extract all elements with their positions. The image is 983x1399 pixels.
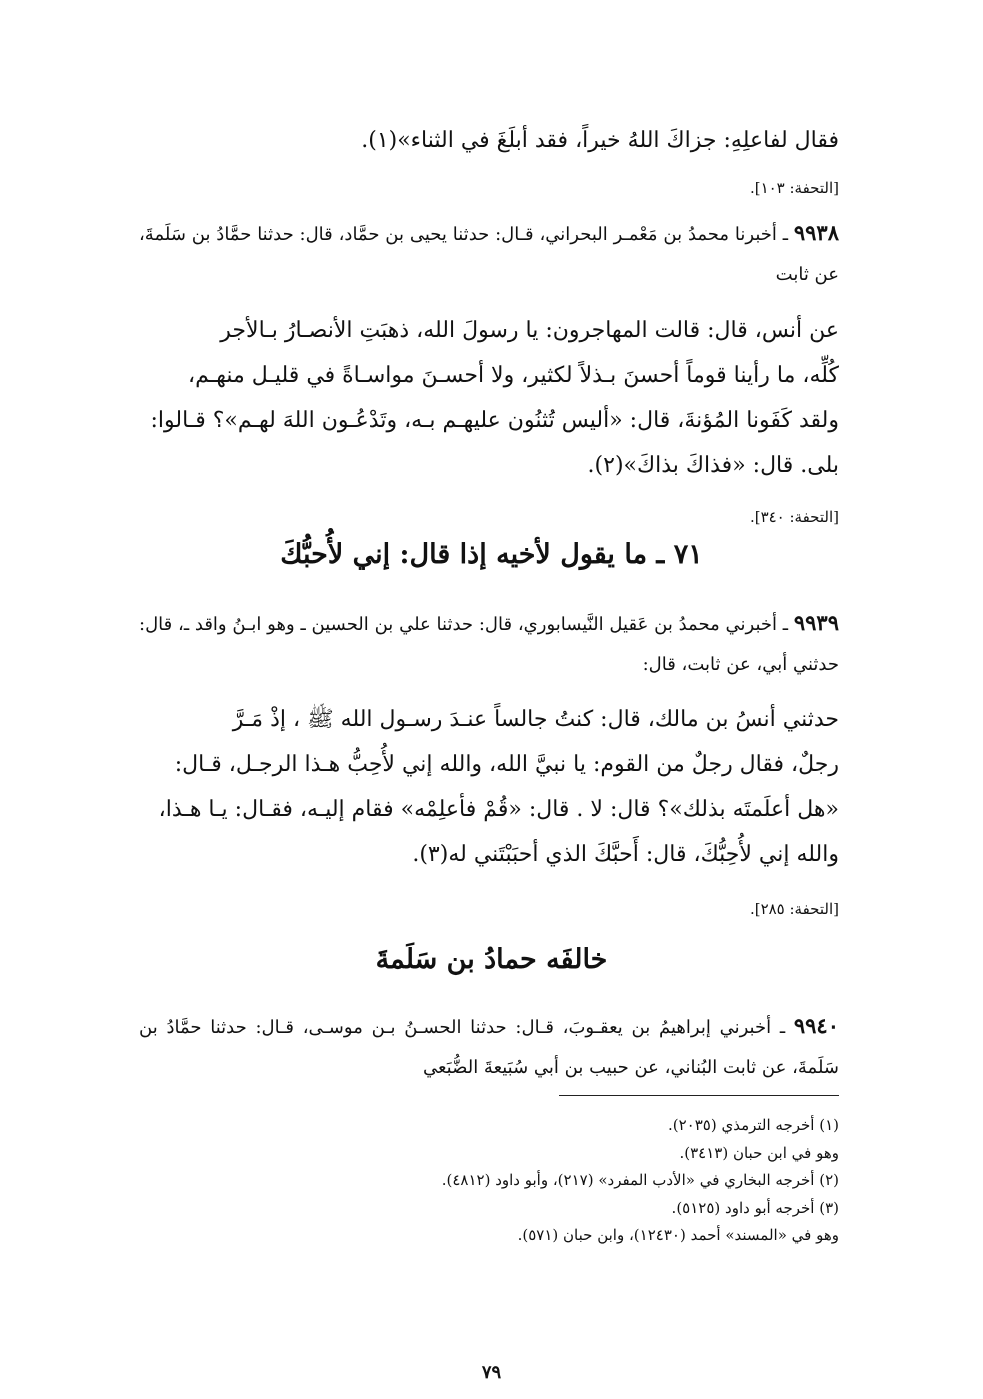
sub-heading: خالفَه حمادُ بن سَلَمةَ <box>375 944 608 975</box>
chapter-heading: ٧١ ـ ما يقول لأخيه إذا قال: إني لأُحبُّكَ <box>280 539 703 570</box>
isnad-9939 <box>139 603 839 685</box>
text-line: ولقد كَفَونا المُؤنةَ، قال: «أليس تُثنُون عليهـم بـه، وتَدْعُـون اللهَ لهـم»؟ قـالوا: <box>150 408 839 433</box>
tuhfa-reference: [التحفة: ٢٨٥]. <box>749 900 839 918</box>
isnad-text: ـ أخبرني إبراهيمُ بن يعقـوبَ، قـال: حدثنا الحسـنُ بـن موسـى، قـال: حدثنا حمَّادُ بن سَلَمةَ، عن ثابت البُناني، عن حبيب بن أبي سُبَيعةَ الضُّبَعي <box>139 1017 839 1078</box>
page-number: ٧٩ <box>481 1362 502 1383</box>
hadith-number: ٩٩٣٨ <box>793 220 839 245</box>
footnote-line: وهو في «المسند» أحمد (١٢٤٣٠)، وابن حبان (٥٧١). <box>517 1226 839 1244</box>
footnote-line: وهو في ابن حبان (٣٤١٣). <box>679 1143 839 1162</box>
tuhfa-reference: [التحفة: ٣٤٠]. <box>749 508 839 526</box>
matn-9939 <box>139 697 839 877</box>
tuhfa-reference: [التحفة: ١٠٣]. <box>749 179 839 197</box>
text-block-continuation <box>139 118 839 163</box>
text-line: حدثني أنسُ بن مالك، قال: كنتُ جالساً عنـدَ رسـول الله ﷺ ، إذْ مَـرَّ <box>232 707 839 732</box>
footnote-line: (٣) أخرجه أبو داود (٥١٢٥). <box>671 1198 839 1217</box>
matn-9938 <box>139 308 839 488</box>
text-line: رجلٌ، فقال رجلٌ من القوم: يا نبيَّ الله، والله إني لأُحِبُّ هـذا الرجـل، قـال: <box>174 752 839 777</box>
isnad-9940 <box>139 1006 839 1088</box>
text-line: «هل أعلَمتَه بذلك»؟ قال: لا . قال: «قُمْ فأعلِمْه» فقام إليـه، فقـال: يـا هـذا، <box>158 797 839 822</box>
footnotes <box>139 1112 839 1250</box>
footnote-separator <box>559 1095 839 1096</box>
text-line: فقال لفاعلِهِ: جزاكَ اللهُ خيراً، فقد أبلَغَ في الثناء»(١). <box>361 128 839 153</box>
hadith-number: ٩٩٣٩ <box>793 610 839 635</box>
text-line: بلى. قال: «فذاكَ بذاكَ»(٢). <box>587 453 839 478</box>
isnad-text: ـ أخبرنا محمدُ بن مَعْمـر البحراني، قـال: حدثنا يحيى بن حمَّاد، قال: حدثنا حمَّادُ بن سَلَمةَ، عن ثابت <box>139 224 839 285</box>
text-line: والله إني لأُحِبُّكَ، قال: أَحبَّكَ الذي أحبَبْتَني له(٣). <box>412 842 839 867</box>
footnote-line: (٢) أخرجه البخاري في «الأدب المفرد» (٢١٧)، وأبو داود (٤٨١٢). <box>441 1171 839 1189</box>
text-line: عن أنس، قال: قالت المهاجرون: يا رسولَ الله، ذهبَتِ الأنصـارُ بـالأجر <box>220 318 839 343</box>
isnad-text: ـ أخبرني محمدُ بن عَقيل النَّيسابوري، قال: حدثنا علي بن الحسين ـ وهو ابـنُ واقد ـ، قال: حدثني أبي، عن ثابت، قال: <box>139 614 839 675</box>
footnote-line: (١) أخرجه الترمذي (٢٠٣٥). <box>667 1116 839 1134</box>
hadith-number: ٩٩٤٠ <box>793 1013 839 1038</box>
text-line: كُلِّه، ما رأينا قوماً أحسنَ بـذلاً لكثير، ولا أحسـنَ مواسـاةً في قليـل منهـم، <box>188 363 839 388</box>
isnad-9938 <box>139 213 839 295</box>
